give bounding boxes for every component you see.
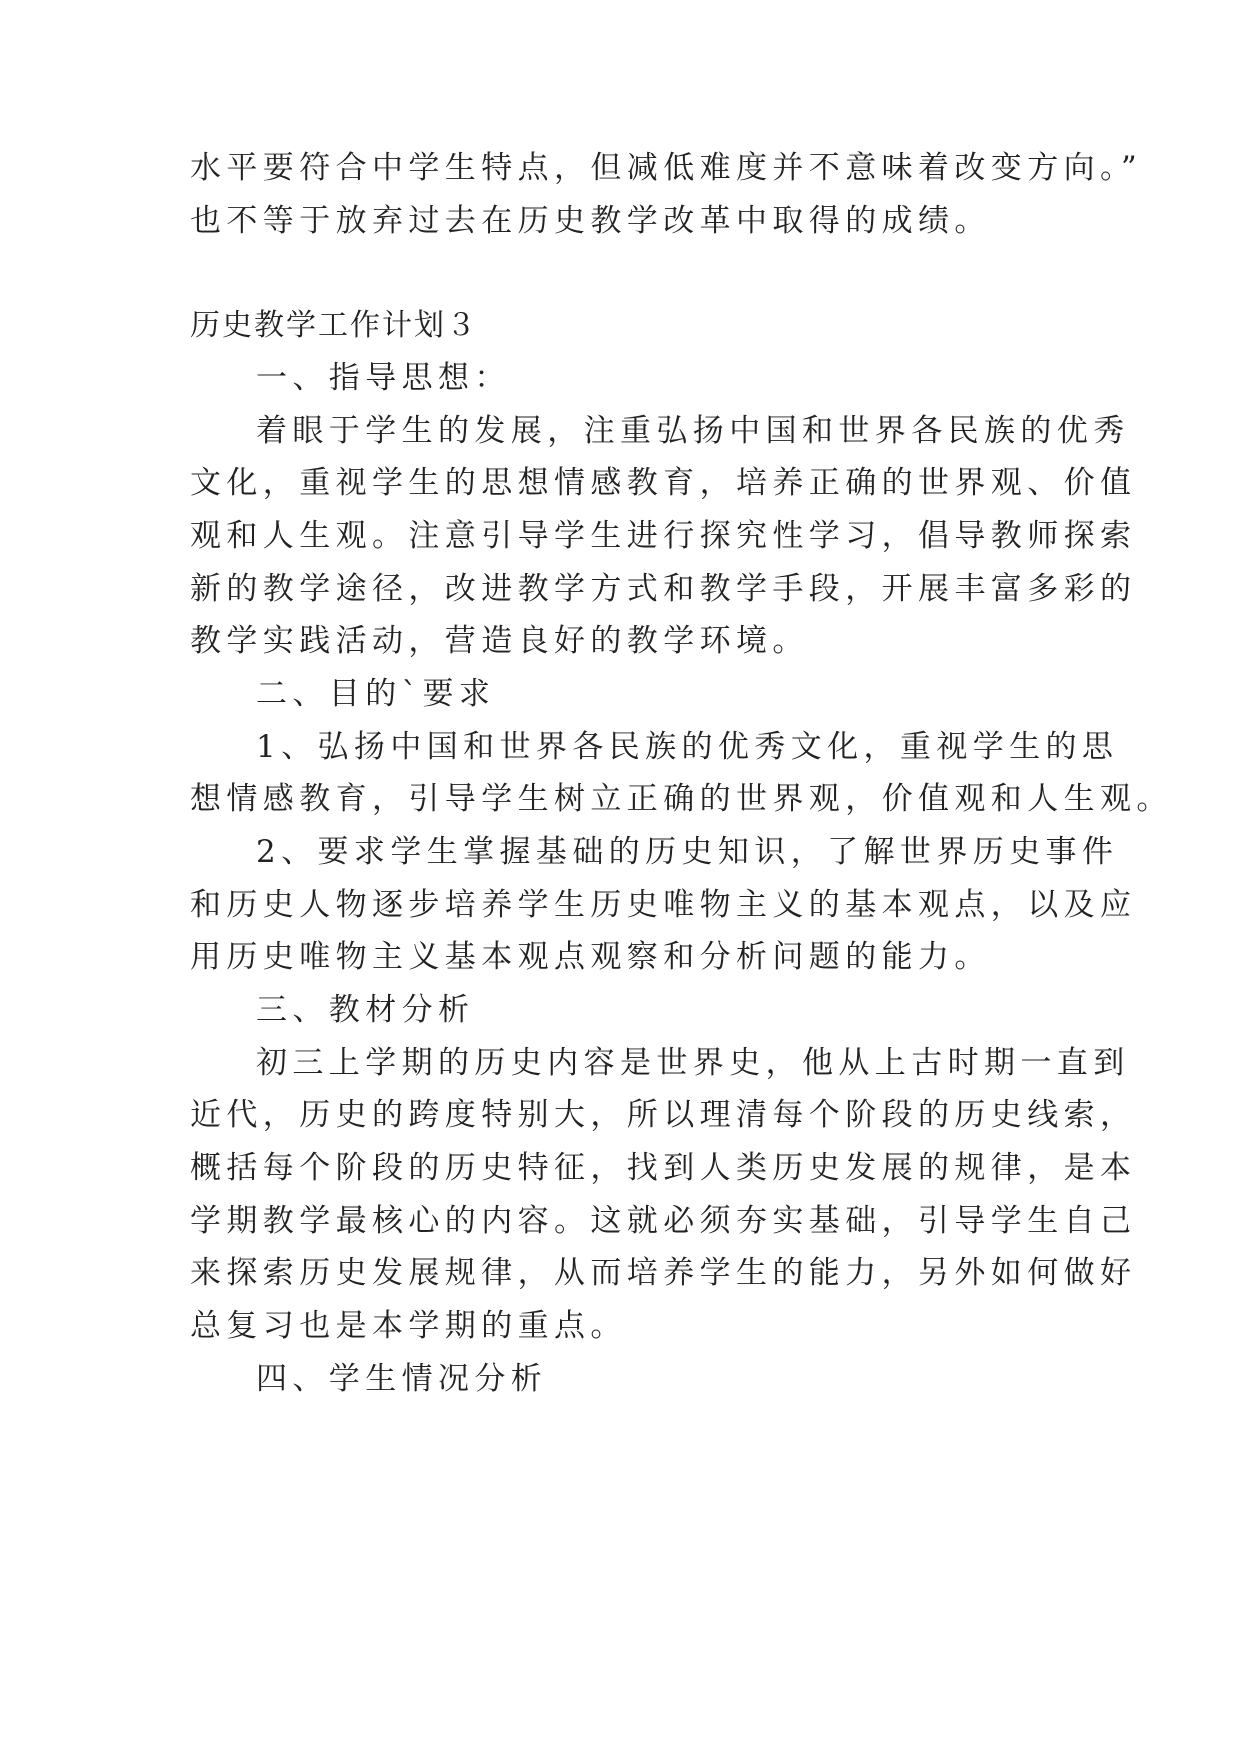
paragraph-line: 2、要求学生掌握基础的历史知识，了解世界历史事件	[256, 834, 1119, 870]
paragraph-line: 用历史唯物主义基本观点观察和分析问题的能力。	[190, 939, 991, 975]
heading-textbook-analysis: 三、教材分析	[256, 992, 475, 1028]
paragraph-line: 概括每个阶段的历史特征，找到人类历史发展的规律，是本	[190, 1150, 1137, 1186]
heading-goals: 二、目的`要求	[256, 676, 496, 712]
paragraph-line: 来探索历史发展规律，从而培养学生的能力，另外如何做好	[190, 1255, 1137, 1291]
section-title: 历史教学工作计划３	[190, 308, 478, 343]
paragraph-line: 学期教学最核心的内容。这就必须夯实基础，引导学生自己	[190, 1203, 1137, 1239]
paragraph-line: 文化，重视学生的思想情感教育，培养正确的世界观、价值	[190, 465, 1137, 501]
heading-student-analysis: 四、学生情况分析	[256, 1361, 548, 1397]
paragraph-line: 近代，历史的跨度特别大，所以理清每个阶段的历史线索，	[190, 1097, 1137, 1133]
paragraph-line: 教学实践活动，营造良好的教学环境。	[190, 623, 809, 659]
paragraph-line: 也不等于放弃过去在历史教学改革中取得的成绩。	[190, 203, 991, 239]
paragraph-line: 总复习也是本学期的重点。	[190, 1308, 627, 1344]
heading-guiding-thought: 一、指导思想：	[256, 360, 511, 396]
paragraph-line: 水平要符合中学生特点，但减低难度并不意味着改变方向。”	[190, 150, 1143, 186]
paragraph-line: 想情感教育，引导学生树立正确的世界观，价值观和人生观。	[190, 781, 1173, 817]
paragraph-line: 1、弘扬中国和世界各民族的优秀文化，重视学生的思	[256, 729, 1119, 765]
paragraph-line: 观和人生观。注意引导学生进行探究性学习，倡导教师探索	[190, 518, 1137, 554]
paragraph-line: 新的教学途径，改进教学方式和教学手段，开展丰富多彩的	[190, 571, 1137, 607]
paragraph-line: 着眼于学生的发展，注重弘扬中国和世界各民族的优秀	[256, 413, 1130, 449]
paragraph-line: 初三上学期的历史内容是世界史，他从上古时期一直到	[256, 1045, 1130, 1081]
paragraph-line: 和历史人物逐步培养学生历史唯物主义的基本观点，以及应	[190, 887, 1137, 923]
